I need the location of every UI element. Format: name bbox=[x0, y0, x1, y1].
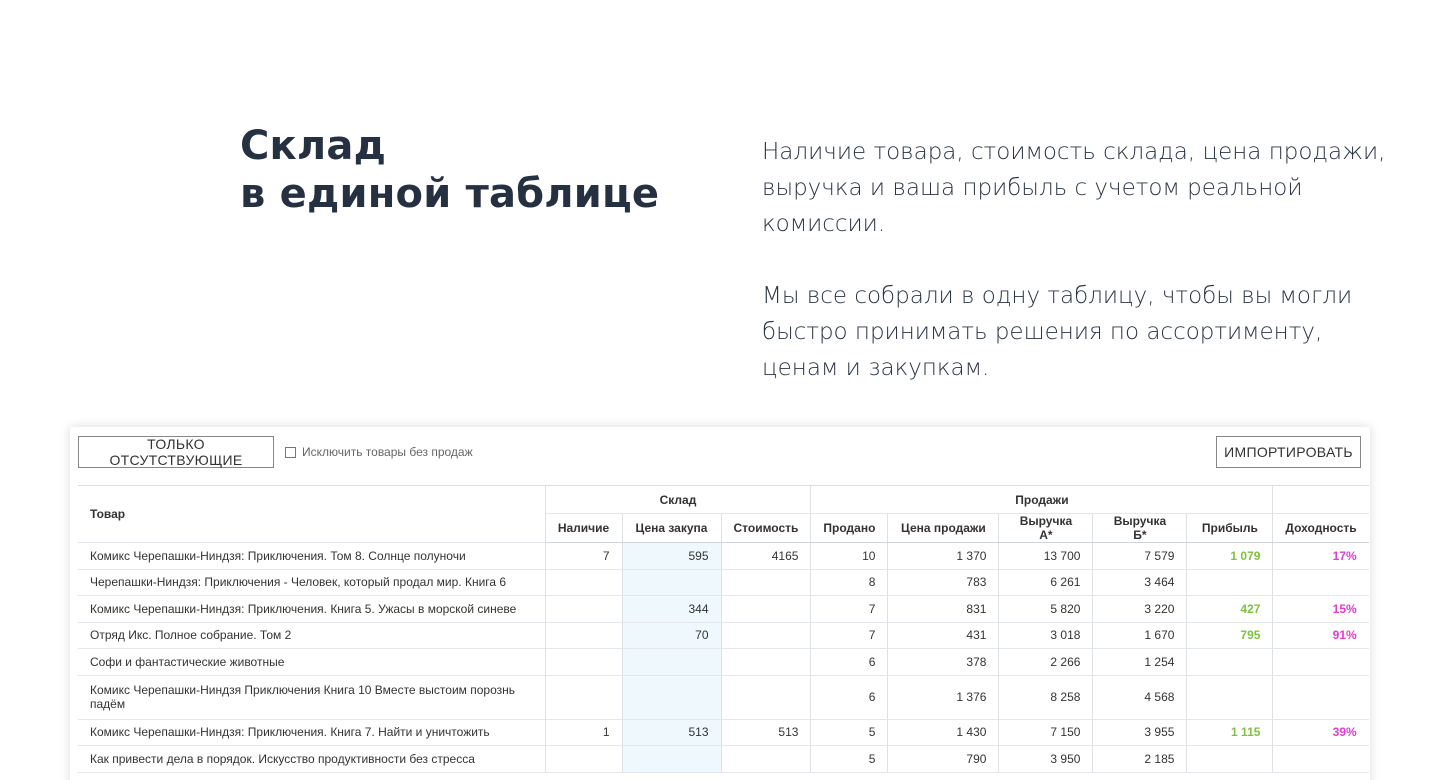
table-row[interactable] bbox=[78, 569, 1369, 596]
price-cell: 1 430 bbox=[888, 719, 999, 746]
price-cell: 831 bbox=[888, 596, 999, 623]
stock-cell bbox=[545, 675, 622, 719]
revenue-b-cell: 2 185 bbox=[1093, 746, 1187, 773]
product-name: Софи и фантастические животные bbox=[78, 649, 545, 676]
import-button[interactable]: ИМПОРТИРОВАТЬ bbox=[1216, 436, 1361, 468]
checkbox-icon[interactable] bbox=[285, 447, 296, 458]
profit-cell: 427 bbox=[1187, 596, 1273, 623]
value-cell bbox=[721, 675, 811, 719]
revenue-b-cell: 1 254 bbox=[1093, 649, 1187, 676]
yield-cell bbox=[1273, 746, 1369, 773]
table-row[interactable] bbox=[78, 675, 1369, 719]
product-name: Черепашки-Ниндзя: Приключения - Человек, который продал мир. Книга 6 bbox=[78, 569, 545, 596]
revenue-a-cell: 6 261 bbox=[999, 569, 1093, 596]
value-cell bbox=[721, 569, 811, 596]
revenue-b-cell: 7 579 bbox=[1093, 543, 1187, 570]
sold-cell: 5 bbox=[811, 719, 888, 746]
profit-cell bbox=[1187, 746, 1273, 773]
column-header-product[interactable]: Товар bbox=[78, 486, 545, 543]
product-name: Комикс Черепашки-Ниндзя: Приключения. Книга 7. Найти и уничтожить bbox=[78, 719, 545, 746]
revenue-b-cell: 3 220 bbox=[1093, 596, 1187, 623]
table-row[interactable] bbox=[78, 622, 1369, 649]
yield-cell bbox=[1273, 569, 1369, 596]
value-cell bbox=[721, 622, 811, 649]
product-name: Как привести дела в порядок. Искусство продуктивности без стресса bbox=[78, 746, 545, 773]
value-cell: 4165 bbox=[721, 543, 811, 570]
product-name: Комикс Черепашки-Ниндзя Приключения Книга 10 Вместе выстоим порознь падём bbox=[78, 675, 545, 719]
product-name: Комикс Черепашки-Ниндзя: Приключения. Книга 5. Ужасы в морской синеве bbox=[78, 596, 545, 623]
value-cell bbox=[721, 596, 811, 623]
stock-table-panel bbox=[70, 427, 1370, 780]
column-header-sold[interactable]: Продано bbox=[811, 514, 888, 543]
table-row[interactable] bbox=[78, 596, 1369, 623]
cost-cell[interactable] bbox=[622, 569, 721, 596]
stock-cell bbox=[545, 622, 622, 649]
stock-cell bbox=[545, 596, 622, 623]
column-header-yield[interactable]: Доходность bbox=[1273, 514, 1369, 543]
cost-cell[interactable] bbox=[622, 675, 721, 719]
table-toolbar bbox=[70, 427, 1370, 477]
sold-cell: 10 bbox=[811, 543, 888, 570]
sold-cell: 7 bbox=[811, 622, 888, 649]
sold-cell: 5 bbox=[811, 746, 888, 773]
hero-paragraph-2: Мы все собрали в одну таблицу, чтобы вы могли быстро принимать решения по ассортименту, ценам и закупкам. bbox=[762, 283, 1353, 381]
revenue-a-cell: 3 950 bbox=[999, 746, 1093, 773]
stock-cell: 1 bbox=[545, 719, 622, 746]
column-header-price[interactable]: Цена продажи bbox=[888, 514, 999, 543]
table-row[interactable] bbox=[78, 719, 1369, 746]
profit-cell: 1 079 bbox=[1187, 543, 1273, 570]
stock-table bbox=[78, 485, 1369, 773]
sold-cell: 8 bbox=[811, 569, 888, 596]
cost-cell[interactable]: 595 bbox=[622, 543, 721, 570]
sold-cell: 6 bbox=[811, 675, 888, 719]
group-header-stock: Склад bbox=[545, 486, 811, 514]
revenue-a-cell: 7 150 bbox=[999, 719, 1093, 746]
exclude-no-sales-label: Исключить товары без продаж bbox=[302, 445, 473, 459]
hero-paragraph-1: Наличие товара, стоимость склада, цена продажи, выручка и ваша прибыль с учетом реальной комиссии. bbox=[762, 139, 1386, 237]
revenue-a-cell: 5 820 bbox=[999, 596, 1093, 623]
group-header-sales: Продажи bbox=[811, 486, 1273, 514]
cost-cell[interactable]: 513 bbox=[622, 719, 721, 746]
price-cell: 790 bbox=[888, 746, 999, 773]
revenue-b-cell: 3 464 bbox=[1093, 569, 1187, 596]
revenue-b-cell: 4 568 bbox=[1093, 675, 1187, 719]
revenue-a-cell: 2 266 bbox=[999, 649, 1093, 676]
profit-cell: 795 bbox=[1187, 622, 1273, 649]
value-cell: 513 bbox=[721, 719, 811, 746]
yield-cell: 17% bbox=[1273, 543, 1369, 570]
page-title-line1: Склад bbox=[240, 123, 387, 169]
column-header-profit[interactable]: Прибыль bbox=[1187, 514, 1273, 543]
product-name: Комикс Черепашки-Ниндзя: Приключения. Том 8. Солнце полуночи bbox=[78, 543, 545, 570]
yield-cell bbox=[1273, 649, 1369, 676]
stock-cell bbox=[545, 649, 622, 676]
price-cell: 783 bbox=[888, 569, 999, 596]
revenue-b-cell: 3 955 bbox=[1093, 719, 1187, 746]
price-cell: 1 370 bbox=[888, 543, 999, 570]
revenue-a-cell: 13 700 bbox=[999, 543, 1093, 570]
value-cell bbox=[721, 649, 811, 676]
profit-cell: 1 115 bbox=[1187, 719, 1273, 746]
price-cell: 378 bbox=[888, 649, 999, 676]
revenue-a-cell: 3 018 bbox=[999, 622, 1093, 649]
exclude-no-sales-checkbox[interactable] bbox=[285, 445, 473, 459]
product-name: Отряд Икс. Полное собрание. Том 2 bbox=[78, 622, 545, 649]
price-cell: 1 376 bbox=[888, 675, 999, 719]
table-row[interactable] bbox=[78, 649, 1369, 676]
cost-cell[interactable]: 70 bbox=[622, 622, 721, 649]
cost-cell[interactable] bbox=[622, 746, 721, 773]
price-cell: 431 bbox=[888, 622, 999, 649]
sold-cell: 7 bbox=[811, 596, 888, 623]
revenue-b-cell: 1 670 bbox=[1093, 622, 1187, 649]
stock-cell bbox=[545, 746, 622, 773]
profit-cell bbox=[1187, 649, 1273, 676]
missing-only-button[interactable]: ТОЛЬКО ОТСУТСТВУЮЩИЕ bbox=[78, 436, 274, 468]
sold-cell: 6 bbox=[811, 649, 888, 676]
yield-cell: 39% bbox=[1273, 719, 1369, 746]
yield-cell: 91% bbox=[1273, 622, 1369, 649]
profit-cell bbox=[1187, 675, 1273, 719]
stock-cell bbox=[545, 569, 622, 596]
stock-cell: 7 bbox=[545, 543, 622, 570]
revenue-a-cell: 8 258 bbox=[999, 675, 1093, 719]
profit-cell bbox=[1187, 569, 1273, 596]
column-header-value[interactable]: Стоимость bbox=[721, 514, 811, 543]
table-row[interactable] bbox=[78, 746, 1369, 773]
yield-cell: 15% bbox=[1273, 596, 1369, 623]
page-title-line2: в единой таблице bbox=[240, 171, 660, 217]
column-header-revenue-b[interactable]: Выручка Б* bbox=[1093, 514, 1187, 543]
table-row[interactable] bbox=[78, 543, 1369, 570]
column-header-cost[interactable]: Цена закупа bbox=[622, 514, 721, 543]
page-title bbox=[240, 122, 710, 218]
cost-cell[interactable] bbox=[622, 649, 721, 676]
cost-cell[interactable]: 344 bbox=[622, 596, 721, 623]
hero-description bbox=[762, 134, 1402, 386]
value-cell bbox=[721, 746, 811, 773]
yield-cell bbox=[1273, 675, 1369, 719]
column-header-revenue-a[interactable]: Выручка А* bbox=[999, 514, 1093, 543]
column-header-stock[interactable]: Наличие bbox=[545, 514, 622, 543]
